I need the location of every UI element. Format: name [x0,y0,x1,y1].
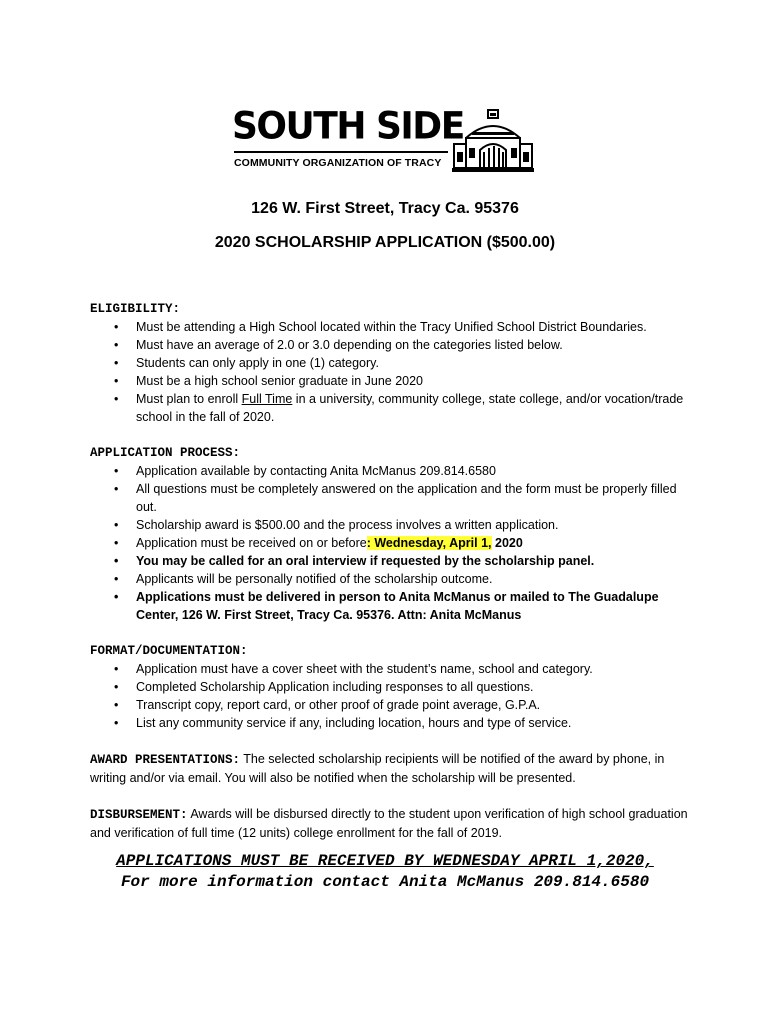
award-paragraph [90,750,690,787]
document-body [90,300,690,842]
format-list [90,660,690,732]
list-item: • Scholarship award is $500.00 and the process involves a written application. [90,516,690,534]
spacer [90,624,690,642]
logo-rule [234,151,448,153]
spacer [90,732,690,750]
application-title: 2020 SCHOLARSHIP APPLICATION ($500.00) [214,234,556,251]
list-item: • You may be called for an oral interview if requested by the scholarship panel. [90,552,690,570]
item-text: Application must be received on or before [136,536,367,550]
list-item: • Applications must be delivered in person to Anita McManus or mailed to The Guadalupe Center, 126 W. First Street, Tracy Ca. 95376. Attn: Anita McManus [90,588,690,624]
application-process-list [90,462,690,624]
address-heading: 126 W. First Street, Tracy Ca. 95376 [251,200,519,217]
disbursement-text: Awards will be disbursed directly to the student upon verification of high school graduation and verification of full time (12 units) college enrollment for the fall of 2019. [90,807,688,840]
list-item: • Students can only apply in one (1) category. [90,354,690,372]
list-item: • Application available by contacting Anita McManus 209.814.6580 [90,462,690,480]
logo-subtitle: COMMUNITY ORGANIZATION OF TRACY [234,157,442,169]
footer-deadline: APPLICATIONS MUST BE RECEIVED BY WEDNESDAY APRIL 1,2020, [116,852,654,870]
award-heading: AWARD PRESENTATIONS: [90,753,241,767]
list-item: • Application must have a cover sheet with the student’s name, school and category. [90,660,690,678]
list-item: • Completed Scholarship Application including responses to all questions. [90,678,690,696]
logo-name: SOUTH SIDE [232,104,464,148]
disbursement-heading: DISBURSEMENT: [90,808,188,822]
item-text: 2020 [491,536,523,550]
logo-text [232,104,464,169]
deadline-highlight: : Wednesday, April 1, [366,536,492,550]
application-process-heading: APPLICATION PROCESS: [90,446,241,460]
eligibility-heading: ELIGIBILITY: [90,302,181,316]
item-text: in a university, community college, state college, and/or vocation/trade school in the fall of 2020. [136,392,684,424]
spacer [90,426,690,444]
list-item [90,534,690,552]
format-heading: FORMAT/DOCUMENTATION: [90,644,248,658]
list-item [90,390,690,426]
full-time-underlined: Full Time [241,392,293,406]
list-item: • Must have an average of 2.0 or 3.0 depending on the categories listed below. [90,336,690,354]
building-icon [452,108,534,174]
organization-logo [232,106,537,176]
disbursement-paragraph [90,805,690,842]
footer-contact: For more information contact Anita McManus 209.814.6580 [120,873,650,891]
item-text: Must plan to enroll [136,392,242,406]
list-item: • Applicants will be personally notified of the scholarship outcome. [90,570,690,588]
spacer [90,787,690,805]
list-item: • Transcript copy, report card, or other proof of grade point average, G.P.A. [90,696,690,714]
eligibility-list [90,318,690,426]
list-item: • All questions must be completely answered on the application and the form must be properly filled out. [90,480,690,516]
list-item: • List any community service if any, including location, hours and type of service. [90,714,690,732]
list-item: • Must be attending a High School located within the Tracy Unified School District Boundaries. [90,318,690,336]
list-item: • Must be a high school senior graduate in June 2020 [90,372,690,390]
award-text: The selected scholarship recipients will be notified of the award by phone, in writing and/or via email. You will also be notified when the scholarship will be presented. [90,752,665,785]
